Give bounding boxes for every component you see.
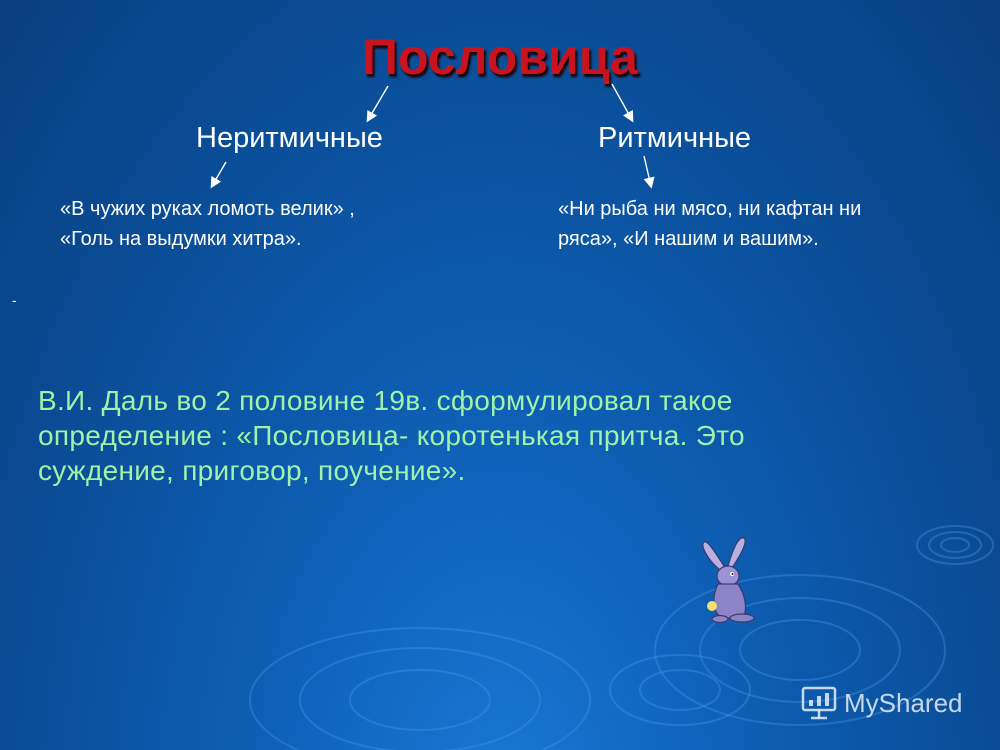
examples-non-rhythmic <box>60 194 480 254</box>
definition-line: суждение, приговор, поучение». <box>38 455 466 486</box>
example-line: «Ни рыба ни мясо, ни кафтан ни <box>558 198 862 220</box>
presentation-board-icon <box>800 685 838 721</box>
arrow-to-right-category <box>612 84 632 120</box>
arrow-to-left-examples <box>212 162 226 186</box>
watermark <box>800 684 963 722</box>
category-rhythmic: Ритмичные <box>598 122 752 154</box>
watermark-text: MyShared <box>844 687 963 718</box>
definition-line: В.И. Даль во 2 половине 19в. сформулировал такое <box>38 385 733 416</box>
example-line: ряса», «И нашим и вашим». <box>558 228 819 250</box>
definition-text <box>38 383 938 488</box>
stray-mark: - <box>12 292 17 308</box>
slide-title: Пословица <box>362 29 638 85</box>
arrow-to-left-category <box>368 86 388 120</box>
example-line: «В чужих руках ломоть велик» , <box>60 198 355 220</box>
arrow-connectors <box>0 0 1000 300</box>
definition-line: определение : «Пословица- коротенькая притча. Это <box>38 420 745 451</box>
example-line: «Голь на выдумки хитра». <box>60 228 302 250</box>
examples-rhythmic <box>558 194 978 254</box>
category-non-rhythmic: Неритмичные <box>196 122 383 154</box>
bunny-icon <box>698 530 760 626</box>
arrow-to-right-examples <box>644 156 651 186</box>
